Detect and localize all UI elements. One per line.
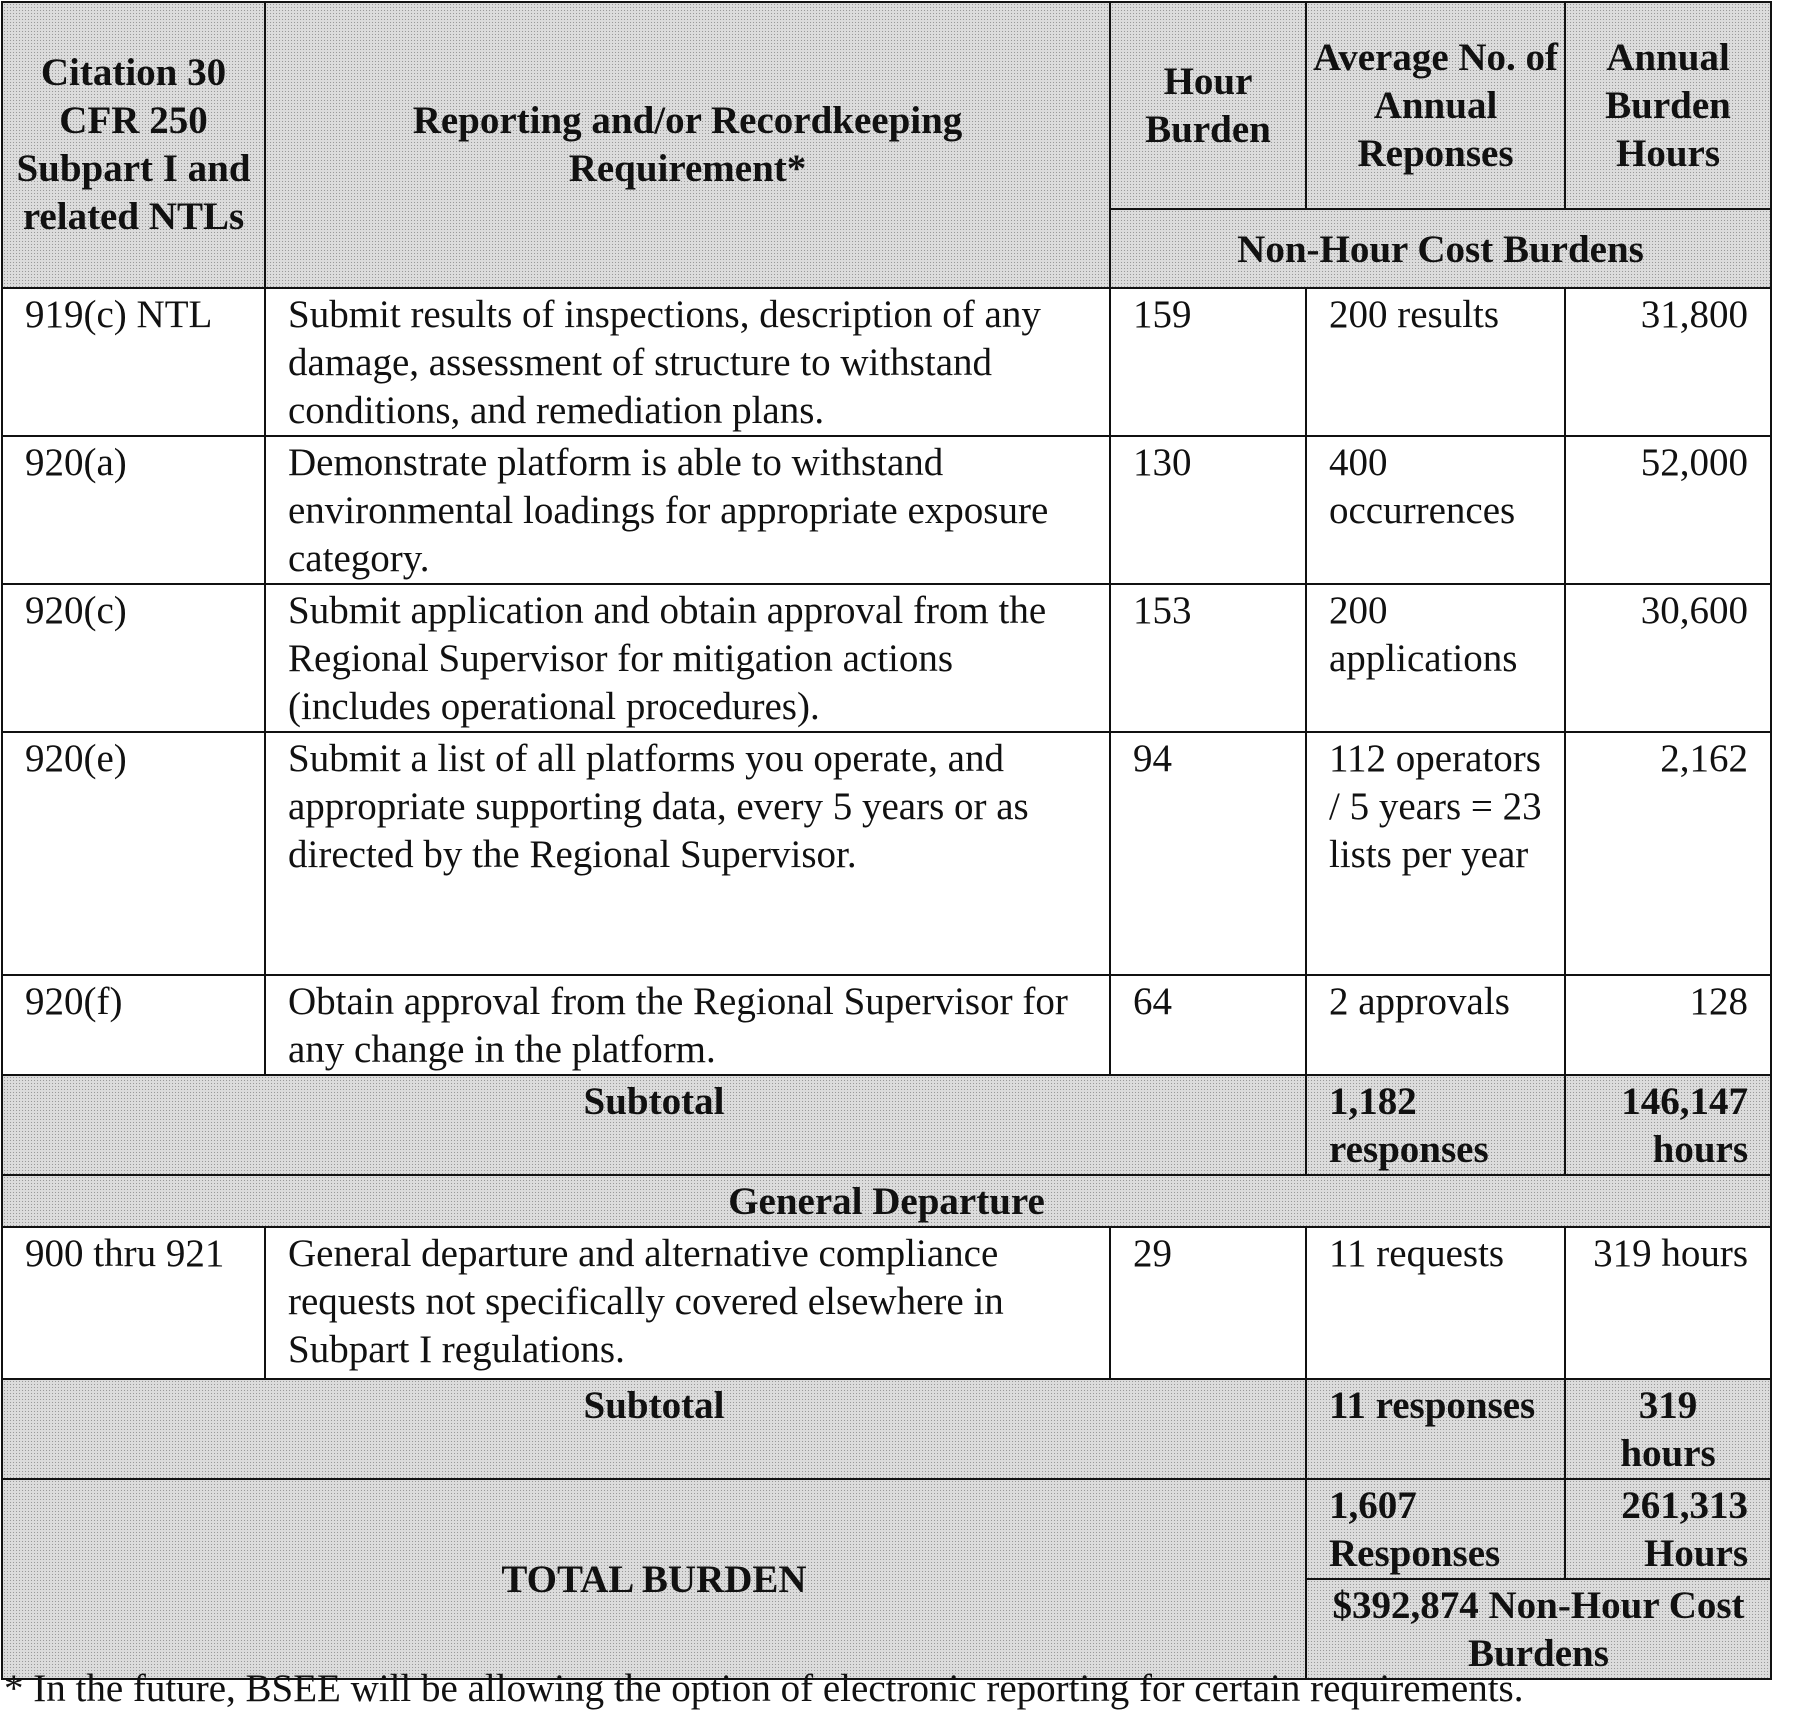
row-annual-hours: 31,800 [1565,288,1771,436]
row-hour-burden: 94 [1110,732,1306,975]
row-annual-hours: 128 [1565,975,1771,1075]
subtotal-label: Subtotal [2,1379,1306,1479]
subtotal-hours: 146,147 hours [1565,1075,1771,1175]
row-requirement: Submit a list of all platforms you operate, and appropriate supporting data, every 5 years or as directed by the Regional Supervisor. [265,732,1110,975]
row-hour-burden: 29 [1110,1227,1306,1379]
subtotal-responses: 1,182 responses [1306,1075,1565,1175]
row-responses: 400 occurrences [1306,436,1565,584]
table-row [2,436,1771,584]
footnote: * In the future, BSEE will be allowing the option of electronic reporting for certain requirements. [4,1667,1524,1710]
total-row [2,1479,1771,1579]
row-annual-hours: 319 hours [1565,1227,1771,1379]
table-row [2,732,1771,975]
row-annual-hours: 52,000 [1565,436,1771,584]
total-label: TOTAL BURDEN [2,1479,1306,1679]
row-citation: 920(e) [2,732,265,975]
row-citation: 900 thru 921 [2,1227,265,1379]
header-citation: Citation 30 CFR 250 Subpart I and related NTLs [2,2,265,288]
header-requirement: Reporting and/or Recordkeeping Requirement* [265,2,1110,288]
table-row [2,288,1771,436]
row-responses: 200 results [1306,288,1565,436]
table-row [2,975,1771,1075]
row-citation: 920(c) [2,584,265,732]
subtotal-row [2,1075,1771,1175]
header-row [2,2,1771,209]
row-annual-hours: 30,600 [1565,584,1771,732]
row-hour-burden: 153 [1110,584,1306,732]
row-responses: 200 applications [1306,584,1565,732]
burden-table [1,1,1772,1680]
row-requirement: General departure and alternative compliance requests not specifically covered elsewhere in Subpart I regulations. [265,1227,1110,1379]
row-citation: 919(c) NTL [2,288,265,436]
row-citation: 920(f) [2,975,265,1075]
row-requirement: Submit application and obtain approval from the Regional Supervisor for mitigation actions (includes operational procedures). [265,584,1110,732]
section-heading-row [2,1175,1771,1227]
header-annual-hours: Annual Burden Hours [1565,2,1771,209]
row-requirement: Demonstrate platform is able to withstand environmental loadings for appropriate exposure category. [265,436,1110,584]
subtotal-responses: 11 responses [1306,1379,1565,1479]
row-hour-burden: 130 [1110,436,1306,584]
row-citation: 920(a) [2,436,265,584]
row-responses: 11 requests [1306,1227,1565,1379]
subtotal-hours: 319 hours [1565,1379,1771,1479]
row-requirement: Submit results of inspections, description of any damage, assessment of structure to withstand conditions, and remediation plans. [265,288,1110,436]
header-avg-responses: Average No. of Annual Reponses [1306,2,1565,209]
total-responses: 1,607 Responses [1306,1479,1565,1579]
row-requirement: Obtain approval from the Regional Supervisor for any change in the platform. [265,975,1110,1075]
table-row [2,584,1771,732]
row-responses: 2 approvals [1306,975,1565,1075]
total-hours: 261,313 Hours [1565,1479,1771,1579]
row-hour-burden: 64 [1110,975,1306,1075]
table-row [2,1227,1771,1379]
subtotal-row [2,1379,1771,1479]
row-responses: 112 operators / 5 years = 23 lists per year [1306,732,1565,975]
header-non-hour-cost: Non-Hour Cost Burdens [1110,209,1771,288]
subtotal-label: Subtotal [2,1075,1306,1175]
general-departure-heading: General Departure [2,1175,1771,1227]
row-annual-hours: 2,162 [1565,732,1771,975]
header-hour-burden: Hour Burden [1110,2,1306,209]
row-hour-burden: 159 [1110,288,1306,436]
total-non-hour-cost: $392,874 Non-Hour Cost Burdens [1306,1579,1771,1679]
